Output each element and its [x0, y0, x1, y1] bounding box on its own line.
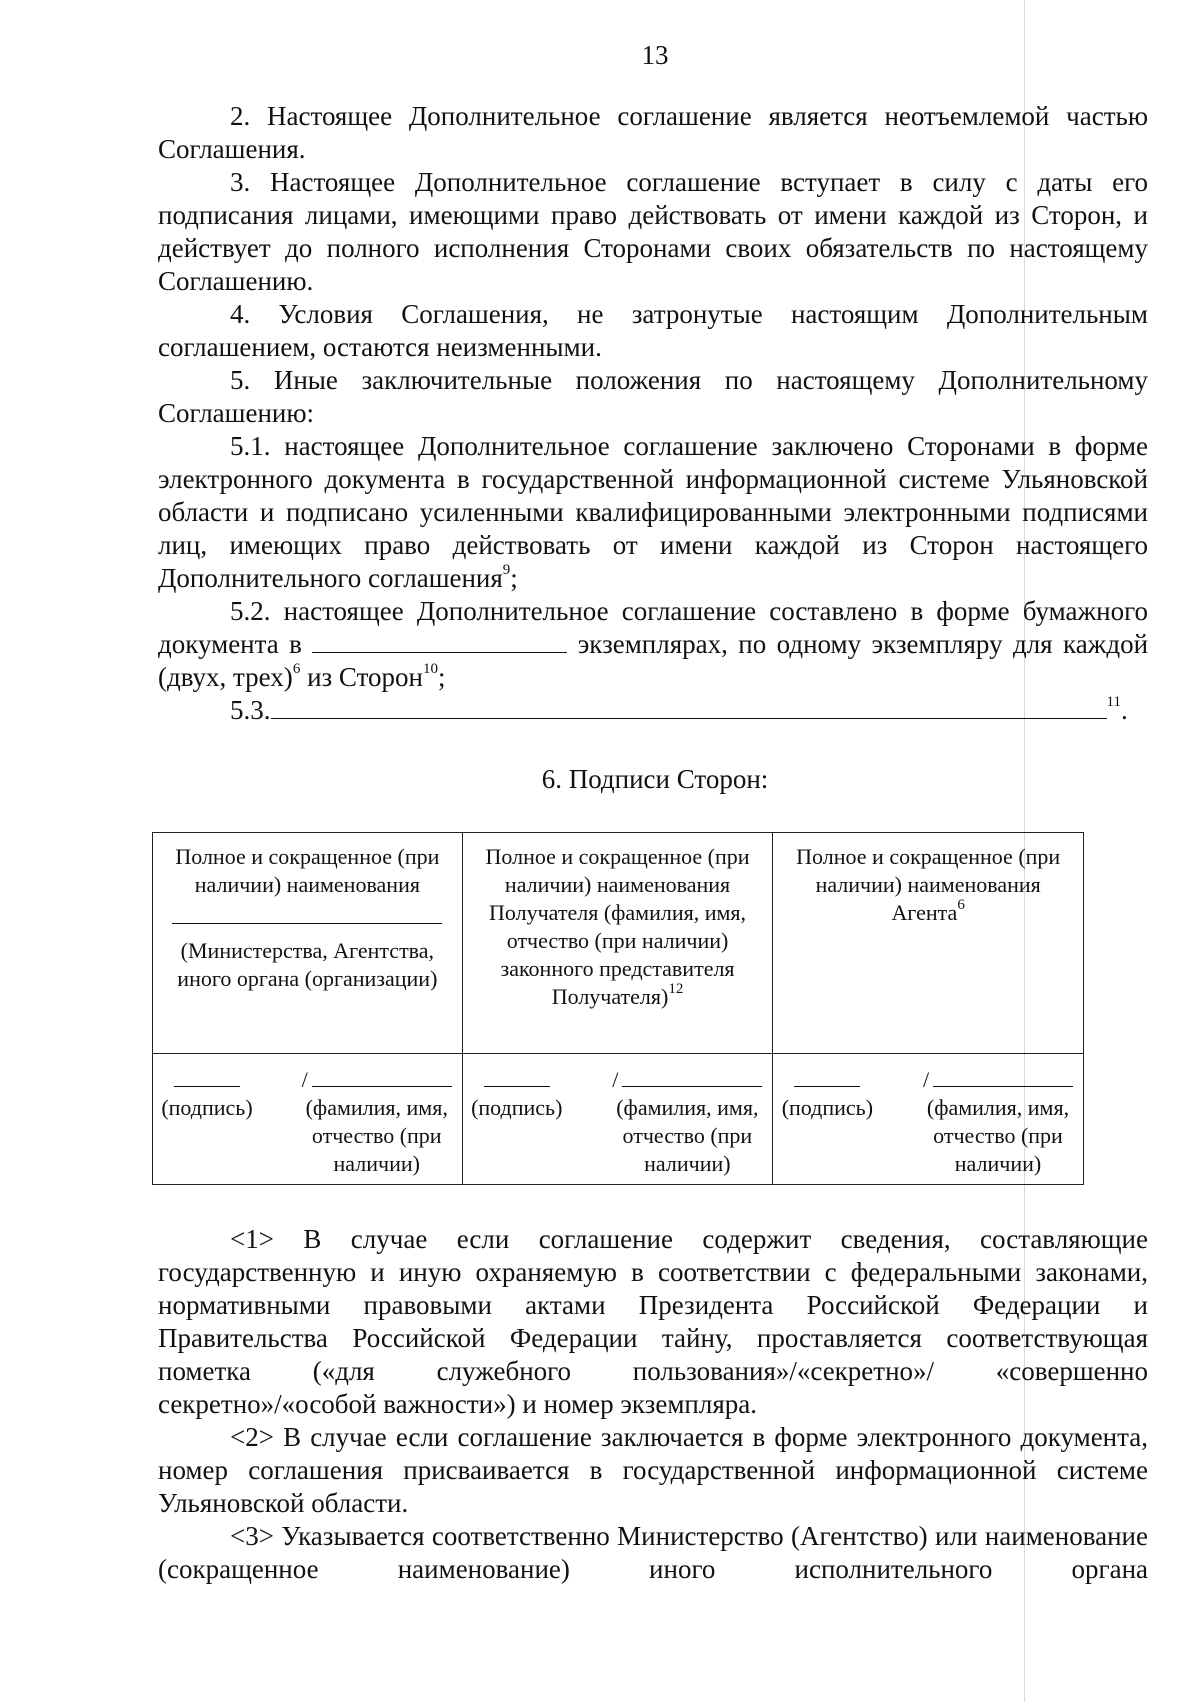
- footnote-ref-6-agent: 6: [957, 896, 965, 913]
- party-agent-title: Полное и сокращенное (при наличии) наименования Агента: [796, 844, 1061, 925]
- ministry-signature-label: (подпись): [161, 1095, 253, 1120]
- agent-signature-label: (подпись): [781, 1095, 874, 1120]
- clause-5-1-end: ;: [510, 563, 518, 593]
- party-recipient-cell: [462, 833, 773, 1054]
- clause-5-2-after: из Сторон: [300, 662, 423, 692]
- footnote-ref-9: 9: [502, 562, 511, 578]
- party-agent-cell: [773, 833, 1084, 1054]
- agreement-clauses: [158, 100, 1148, 727]
- ministry-slash: /: [301, 1067, 308, 1092]
- footnote-2: <2> В случае если соглашение заключается в форме электронного документа, номер соглашения присваивается в государственной информационной системе Ульяновской области.: [158, 1422, 1148, 1518]
- footnote-3: <3> Указывается соответственно Министерство (Агентство) или наименование (сокращенное наименование) иного исполнительного органа: [158, 1521, 1148, 1584]
- agent-name-label: (фамилия, имя, отчество (при наличии): [926, 1095, 1070, 1176]
- clause-5-2-end: ;: [437, 662, 446, 692]
- recipient-signature-label: (подпись): [471, 1095, 563, 1120]
- signatures-table: [152, 832, 1084, 1185]
- party-ministry-note: (Министерства, Агентства, иного органа (организации): [177, 938, 438, 991]
- agent-slash: /: [922, 1067, 930, 1092]
- party-recipient-title: Полное и сокращенное (при наличии) наименования Получателя (фамилия, имя, отчество (при наличии) законного представителя Получателя): [485, 844, 750, 1009]
- clause-5-2: [158, 595, 1148, 694]
- agent-signature-line: [794, 1064, 860, 1087]
- recipient-slash: /: [612, 1067, 619, 1092]
- ministry-name-line: [312, 1064, 452, 1087]
- clause-5-3-end: .: [1120, 695, 1128, 725]
- clause-5-2-mid: экземплярах, по одному экземпляру для каждой (двух, трех): [158, 629, 1149, 692]
- recipient-signature-line: [484, 1064, 550, 1087]
- copies-count-blank: [312, 628, 567, 653]
- clause-5-3-blank: [271, 694, 1107, 719]
- page-number: 13: [641, 40, 669, 70]
- clause-5-1: [158, 430, 1148, 595]
- footnotes: [158, 1223, 1148, 1586]
- clause-5-1-text: 5.1. настоящее Дополнительное соглашение заключено Сторонами в форме электронного документа в государственной информационной системе Ульяновской области и подписано усиленными квалифицированными электронными подписями лиц, имеющих право действовать от имени каждой из Сторон настоящего Дополнительного соглашения: [158, 431, 1148, 593]
- party-ministry-title: Полное и сокращенное (при наличии) наименования: [175, 844, 440, 897]
- ministry-signature-line: [174, 1064, 240, 1087]
- signatures-sign-row: [153, 1054, 1084, 1185]
- recipient-name-line: [622, 1064, 762, 1087]
- clause-5: 5. Иные заключительные положения по настоящему Дополнительному Соглашению:: [158, 365, 1148, 428]
- party-ministry-name-blank: [172, 903, 442, 924]
- clause-5-3: [158, 694, 1148, 727]
- agent-signature-cell: [773, 1054, 1084, 1185]
- footnote-ref-6: 6: [292, 661, 301, 677]
- clause-3: 3. Настоящее Дополнительное соглашение вступает в силу с даты его подписания лицами, имеющими право действовать от имени каждой из Сторон, и действует до полного исполнения Сторонами своих обязательств по настоящему Соглашению.: [158, 167, 1148, 296]
- ministry-signature-cell: [153, 1054, 463, 1185]
- footnote-ref-12: 12: [668, 980, 684, 997]
- recipient-name-label: (фамилия, имя, отчество (при наличии): [616, 1095, 759, 1176]
- clause-5-3-label: 5.3.: [230, 695, 271, 725]
- section-title-signatures: 6. Подписи Сторон:: [541, 764, 769, 794]
- party-ministry-cell: [153, 833, 463, 1054]
- agent-name-line: [933, 1064, 1073, 1087]
- footnote-ref-11: 11: [1106, 694, 1121, 710]
- clause-2: 2. Настоящее Дополнительное соглашение является неотъемлемой частью Соглашения.: [158, 101, 1148, 164]
- ministry-name-label: (фамилия, имя, отчество (при наличии): [305, 1095, 448, 1176]
- clause-4: 4. Условия Соглашения, не затронутые настоящим Дополнительным соглашением, остаются неизменными.: [158, 299, 1148, 362]
- recipient-signature-cell: [462, 1054, 773, 1185]
- signatures-header-row: [153, 833, 1084, 1054]
- clause-5-2-start: 5.2. настоящее Дополнительное соглашение составлено в форме бумажного документа в: [158, 596, 1148, 659]
- footnote-ref-10: 10: [422, 661, 438, 677]
- footnote-1: <1> В случае если соглашение содержит сведения, составляющие государственную и иную охраняемую в соответствии с федеральными законами, нормативными правовыми актами Президента Российской Федерации и Правительства Российской Федерации тайну, проставляется соответствующая пометка («для служебного пользования»/«секретно»/ «совершенно секретно»/«особой важности») и номер экземпляра.: [158, 1224, 1148, 1419]
